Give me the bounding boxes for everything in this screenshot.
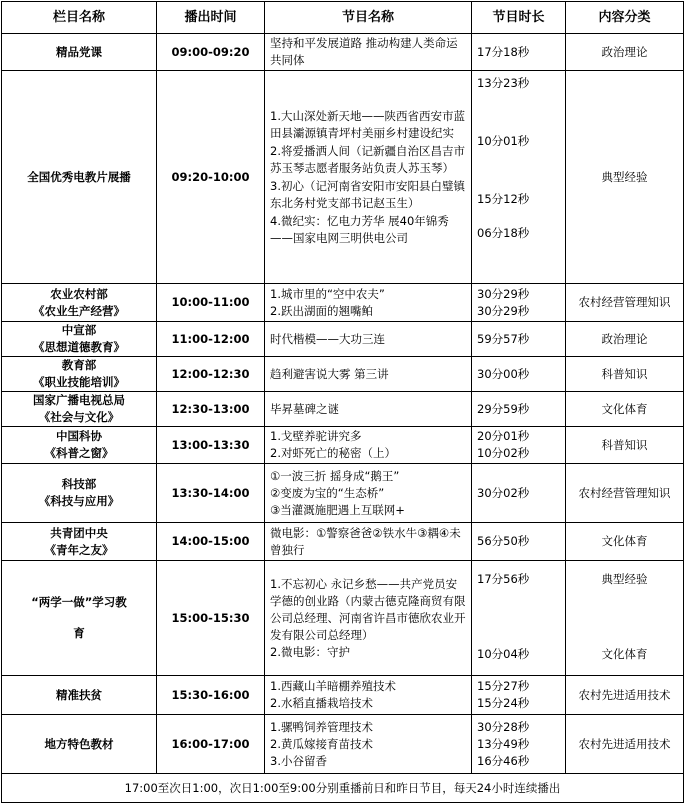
header-duration: 节目时长 xyxy=(472,2,566,34)
header-category: 内容分类 xyxy=(566,2,684,34)
column-name: 全国优秀电教片展播 xyxy=(2,71,157,284)
program-list xyxy=(265,715,472,774)
column-org: 共青团中央 xyxy=(50,525,108,540)
air-time: 13:30-14:00 xyxy=(157,464,265,523)
duration: 17分18秒 xyxy=(472,34,566,71)
duration-item: 30分28秒 xyxy=(477,719,530,734)
duration-item: 15分12秒 xyxy=(477,192,530,206)
category: 农村先进适用技术 xyxy=(566,676,684,715)
duration: 59分57秒 xyxy=(472,322,566,357)
duration-list xyxy=(472,715,566,774)
program-item: 1.戈壁养驼讲究多 xyxy=(270,429,362,443)
column-title-cont: 育 xyxy=(73,626,85,640)
column-name xyxy=(2,284,157,322)
category: 科普知识 xyxy=(566,357,684,392)
category: 政治理论 xyxy=(566,322,684,357)
program-item: 1.大山深处新天地——陕西省西安市蓝田县灞源镇青坪村美丽乡村建设纪实 xyxy=(270,108,465,140)
table-row xyxy=(2,71,684,284)
column-org: 国家广播电视总局 xyxy=(33,393,125,407)
program-item: 1.骡鸭饲养管理技术 xyxy=(270,719,373,734)
duration-item: 10分04秒 xyxy=(477,647,530,661)
table-row xyxy=(2,357,684,392)
header-air-time: 播出时间 xyxy=(157,2,265,34)
duration-item: 30分29秒 xyxy=(477,286,530,301)
table-row xyxy=(2,284,684,322)
category-item: 文化体育 xyxy=(601,647,648,661)
duration-item: 15分24秒 xyxy=(477,696,530,710)
column-name: 地方特色教材 xyxy=(2,715,157,774)
category: 政治理论 xyxy=(566,34,684,71)
column-title: 《农业生产经营》 xyxy=(33,303,125,318)
duration: 30分02秒 xyxy=(472,464,566,523)
duration-list xyxy=(472,427,566,464)
duration-list xyxy=(472,284,566,322)
column-org: 中宣部 xyxy=(61,323,97,337)
program-item: 2.水稻直播栽培技术 xyxy=(270,696,373,710)
table-row xyxy=(2,561,684,676)
air-time: 11:00-12:00 xyxy=(157,322,265,357)
category: 科普知识 xyxy=(566,427,684,464)
table-row xyxy=(2,715,684,774)
program-item: 2.黄瓜嫁接育苗技术 xyxy=(270,736,373,751)
category-list xyxy=(566,561,684,676)
program-list xyxy=(265,284,472,322)
air-time: 12:00-12:30 xyxy=(157,357,265,392)
header-row xyxy=(2,2,684,34)
column-title: 《职业技能培训》 xyxy=(33,375,125,389)
air-time: 13:00-13:30 xyxy=(157,427,265,464)
program-item: ③当灌溉施肥遇上互联网+ xyxy=(270,502,405,517)
air-time: 15:30-16:00 xyxy=(157,676,265,715)
header-program-name: 节目名称 xyxy=(265,2,472,34)
column-org: 农业农村部 xyxy=(50,286,108,301)
column-name xyxy=(2,464,157,523)
program-item: 1.西藏山羊暗棚养殖技术 xyxy=(270,679,396,693)
table-row xyxy=(2,392,684,427)
program-list xyxy=(265,676,472,715)
air-time: 16:00-17:00 xyxy=(157,715,265,774)
program-item: 2.跃出湖面的翘嘴鲌 xyxy=(270,303,373,318)
program-list xyxy=(265,427,472,464)
table-row xyxy=(2,322,684,357)
program-item: ①一波三折 摇身成“鹅王” xyxy=(270,468,400,483)
column-title: 《科技与应用》 xyxy=(38,494,120,508)
air-time: 14:00-15:00 xyxy=(157,523,265,561)
column-name xyxy=(2,561,157,676)
category: 文化体育 xyxy=(566,523,684,561)
program-item: 1.城市里的“空中农夫” xyxy=(270,286,385,301)
table-row xyxy=(2,427,684,464)
duration-list xyxy=(472,71,566,284)
column-org: 教育部 xyxy=(61,358,97,372)
duration: 56分50秒 xyxy=(472,523,566,561)
category: 农村经营管理知识 xyxy=(566,464,684,523)
duration-item: 17分56秒 xyxy=(477,572,530,586)
program-item: 2.微电影：守护 xyxy=(270,644,350,659)
schedule-table xyxy=(1,1,684,803)
program-list xyxy=(265,71,472,284)
duration-item: 06分18秒 xyxy=(477,226,530,240)
column-title: 《青年之友》 xyxy=(44,542,114,557)
category: 典型经验 xyxy=(566,71,684,284)
program-item: ②变废为宝的“生态桥” xyxy=(270,485,385,500)
program-name: 趋利避害说大雾 第三讲 xyxy=(265,357,472,392)
program-name: 时代楷模——大功三连 xyxy=(265,322,472,357)
program-name: 微电影：①警察爸爸②铁水牛③耦④未曾独行 xyxy=(265,523,472,561)
table-row xyxy=(2,34,684,71)
category-item: 典型经验 xyxy=(601,572,648,586)
duration-list xyxy=(472,561,566,676)
air-time: 09:20-10:00 xyxy=(157,71,265,284)
column-name xyxy=(2,392,157,427)
program-item: 4.微纪实：忆电力芳华 展40年锦秀——国家电网三明供电公司 xyxy=(270,213,449,245)
program-name: 坚持和平发展道路 推动构建人类命运共同体 xyxy=(265,34,472,71)
program-item: 1.不忘初心 永记乡愁——共产党员安学德的创业路（内蒙古德克隆商贸有限公司总经理、河南省许昌市德欣农业开发有限公司总经理） xyxy=(270,576,466,642)
column-name xyxy=(2,322,157,357)
air-time: 09:00-09:20 xyxy=(157,34,265,71)
duration-item: 20分01秒 xyxy=(477,429,530,443)
footer-row xyxy=(2,774,684,803)
column-name: 精品党课 xyxy=(2,34,157,71)
column-name xyxy=(2,357,157,392)
column-name xyxy=(2,523,157,561)
column-title: 《社会与文化》 xyxy=(38,410,120,424)
program-list xyxy=(265,561,472,676)
column-title: 《科普之窗》 xyxy=(44,446,114,460)
program-item: 3.初心（记河南省安阳市安阳县白璧镇东北务村党支部书记赵玉生） xyxy=(270,178,465,210)
category: 文化体育 xyxy=(566,392,684,427)
duration-list xyxy=(472,676,566,715)
duration: 30分00秒 xyxy=(472,357,566,392)
air-time: 10:00-11:00 xyxy=(157,284,265,322)
program-name: 毕昇墓碑之谜 xyxy=(265,392,472,427)
program-list xyxy=(265,464,472,523)
air-time: 15:00-15:30 xyxy=(157,561,265,676)
table-row xyxy=(2,676,684,715)
duration-item: 16分46秒 xyxy=(477,753,530,768)
duration-item: 13分49秒 xyxy=(477,736,530,751)
column-name xyxy=(2,427,157,464)
duration-item: 13分23秒 xyxy=(477,76,530,90)
air-time: 12:30-13:00 xyxy=(157,392,265,427)
rebroadcast-note: 17:00至次日1:00，次日1:00至9:00分别重播前日和昨日节目，每天24小时连续播出 xyxy=(2,774,684,803)
column-name: 精准扶贫 xyxy=(2,676,157,715)
program-item: 2.将爱播洒人间（记新疆自治区昌吉市苏玉琴志愿者服务站负责人苏玉琴） xyxy=(270,143,465,175)
duration-item: 15分27秒 xyxy=(477,679,530,693)
program-item: 2.对虾死亡的秘密（上） xyxy=(270,446,396,460)
category: 农村经营管理知识 xyxy=(566,284,684,322)
header-column-name: 栏目名称 xyxy=(2,2,157,34)
table-row xyxy=(2,523,684,561)
column-org: 科技部 xyxy=(61,477,97,491)
duration-item: 10分01秒 xyxy=(477,134,530,148)
column-org: 中国科协 xyxy=(56,429,102,443)
column-title: “两学一做”学习教 xyxy=(31,595,127,609)
column-title: 《思想道德教育》 xyxy=(33,340,125,354)
duration: 29分59秒 xyxy=(472,392,566,427)
program-item: 3.小谷留香 xyxy=(270,753,327,768)
category: 农村先进适用技术 xyxy=(566,715,684,774)
duration-item: 10分02秒 xyxy=(477,446,530,460)
table-row xyxy=(2,464,684,523)
duration-item: 30分29秒 xyxy=(477,303,530,318)
